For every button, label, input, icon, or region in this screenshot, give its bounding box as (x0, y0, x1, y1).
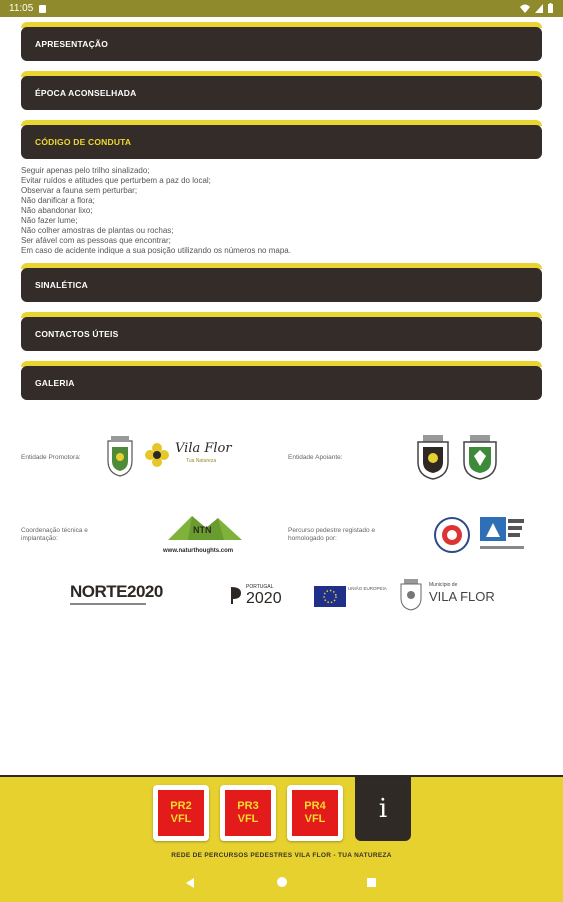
vila-flor-brand-sub: Tua Natureza (186, 458, 217, 464)
battery-icon (548, 3, 553, 13)
tab-pr4-vfl[interactable] (287, 785, 343, 841)
portugal2020-logo: 2020 (246, 590, 282, 607)
info-icon: i (378, 794, 388, 824)
tab-label-line2: VFL (237, 813, 259, 825)
status-time: 11:05 (9, 3, 34, 14)
ntn-brand: NTN (193, 525, 212, 535)
tab-label-line2: VFL (304, 813, 326, 825)
vila-flor-municipal-crest-icon (398, 579, 424, 611)
section-header-label: APRESENTAÇÃO (21, 27, 542, 61)
conduct-line: Em caso de acidente indique a sua posição utilizando os números no mapa. (21, 246, 291, 255)
municipio-logo: VILA FLOR (429, 589, 495, 604)
back-icon[interactable] (186, 878, 194, 888)
status-bar (0, 0, 563, 17)
signal-icon (535, 4, 543, 13)
portugal-small-label: PORTUGAL (246, 584, 274, 590)
eu-flag-icon (314, 586, 346, 607)
conduct-list (21, 166, 542, 256)
supporter-label: Entidade Apoiante: (288, 454, 343, 461)
parish-crest-icon (414, 434, 452, 480)
registered-label-1: Percurso pedestre registado e (288, 527, 376, 534)
system-navigation-bar (0, 873, 563, 899)
tagline: REDE DE PERCURSOS PEDESTRES VILA FLOR - TUA NATUREZA (171, 852, 392, 859)
conduct-line: Observar a fauna sem perturbar; (21, 186, 138, 195)
wifi-icon (520, 4, 530, 13)
section-codigo-de-conduta[interactable] (21, 120, 542, 159)
bottom-bar (0, 775, 563, 902)
tab-label-line1: PR2 (170, 800, 192, 812)
recent-apps-icon[interactable] (367, 878, 376, 887)
federation-seal-icon (434, 517, 470, 553)
section-epoca-aconselhada[interactable] (21, 71, 542, 110)
norte2020-underline (70, 603, 146, 605)
conduct-line: Não fazer lume; (21, 216, 78, 225)
tab-label-line2: VFL (170, 813, 192, 825)
ntn-url: www.naturthoughts.com (163, 548, 234, 554)
section-galeria[interactable] (21, 361, 542, 400)
conduct-line: Não colher amostras de plantas ou rochas; (21, 226, 174, 235)
norte2020-logo: NORTE2020 (70, 582, 163, 601)
section-apresentacao[interactable] (21, 22, 542, 61)
section-header-label: ÉPOCA ACONSELHADA (21, 76, 542, 110)
section-header-label: GALERIA (21, 366, 542, 400)
vila-flor-brand-name: Vila Flor (175, 441, 232, 456)
conduct-line: Não danificar a flora; (21, 196, 95, 205)
conduct-line: Seguir apenas pelo trilho sinalizado; (21, 166, 150, 175)
eu-label: UNIÃO EUROPEIA (348, 586, 387, 591)
tab-pr3-vfl[interactable] (220, 785, 276, 841)
section-header-label: SINALÉTICA (21, 268, 542, 302)
section-header-label: CÓDIGO DE CONDUTA (21, 125, 542, 159)
municipio-small-label: Município de (429, 582, 458, 588)
home-icon[interactable] (277, 877, 287, 887)
vila-flor-flower-icon (144, 440, 170, 470)
coordination-label-1: Coordenação técnica e (21, 527, 88, 534)
conduct-line: Não abandonar lixo; (21, 206, 93, 215)
section-sinaletica[interactable] (21, 263, 542, 302)
conduct-line: Evitar ruídos e atitudes que perturbem a paz do local; (21, 176, 211, 185)
hiking-federation-logo-icon (480, 517, 526, 555)
coordination-label-2: implantação: (21, 535, 58, 542)
tab-info[interactable] (355, 777, 411, 841)
section-contactos-uteis[interactable] (21, 312, 542, 351)
promoter-label: Entidade Promotora: (21, 454, 81, 461)
portugal2020-mark-icon (229, 586, 243, 604)
conduct-line: Ser afável com as pessoas que encontrar; (21, 236, 171, 245)
municipal-crest-icon (460, 434, 500, 480)
tab-label-line1: PR4 (304, 800, 326, 812)
registered-label-2: homologado por: (288, 535, 337, 542)
vila-flor-crest-icon (104, 435, 136, 477)
tab-pr2-vfl[interactable] (153, 785, 209, 841)
tab-label-line1: PR3 (237, 800, 259, 812)
section-header-label: CONTACTOS ÚTEIS (21, 317, 542, 351)
sim-icon (39, 5, 46, 13)
